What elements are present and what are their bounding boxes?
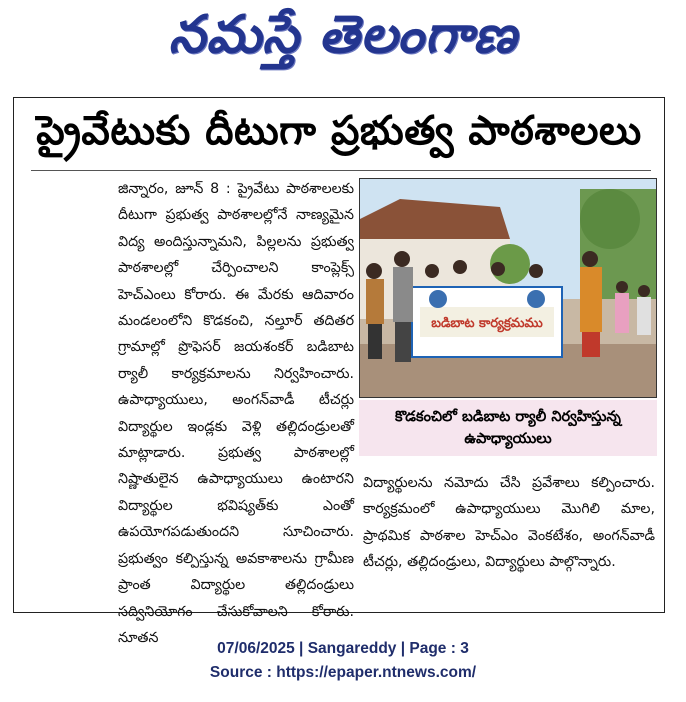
article-body-right-column — [363, 470, 655, 610]
page-footer — [0, 637, 686, 685]
headline-block — [13, 104, 665, 168]
article-body-right: విద్యార్థులను నమోదు చేసి ప్రవేశాలు కల్పించారు. కార్యక్రమంలో ఉపాధ్యాయులు మొగిలి మాల, ప్రాథమిక పాఠశాల హెచ్ఎం వెంకటేశం, అంగన్‌వాడీ టీచర్లు, తల్లిదండ్రులు, విద్యార్థులు పాల్గొన్నారు. — [363, 475, 655, 571]
article-body-left: జిన్నారం, జూన్ 8 : ప్రైవేటు పాఠశాలలకు దీటుగా ప్రభుత్వ పాఠశాలల్లోనే నాణ్యమైన విద్య అందిస్తున్నామని, పిల్లలను ప్రభుత్వ పాఠశాలల్లో చేర్పించాలని కాంప్లెక్స్ హెచ్ఎంలు కోరారు. ఈ మేరకు ఆదివారం మండలంలోని కొడకంచి, నల్తూర్ తదితర గ్రామాల్లో ప్రొఫెసర్ జయశంకర్ బడిబాట ర్యాలీ కార్యక్రమాలను నిర్వహించారు. ఉపాధ్యాయులు, అంగన్‌వాడీ టీచర్లు విద్యార్థుల ఇండ్లకు వెళ్లి తల్లిదండ్రులతో మాట్లాడారు. ప్రభుత్వ పాఠశాలల్లో నిష్ణాతులైన ఉపాధ్యాయులు ఉంటారని విద్యార్థుల భవిష్యత్‌కు ఎంతో ఉపయోగపడుతుందని సూచించారు. ప్రభుత్వం కల్పిస్తున్న అవకాశాలను గ్రామీణ ప్రాంత విద్యార్థుల తల్లిదండ్రులు సద్వినియోగం చేసుకోవాలని కోరారు. నూతన — [118, 181, 354, 646]
article-body-left-column — [118, 176, 354, 646]
article-headline: ప్రైవేటుకు దీటుగా ప్రభుత్వ పాఠశాలలు — [36, 108, 642, 154]
article-photo — [359, 178, 657, 398]
headline-divider — [31, 170, 651, 171]
photo-caption: కొడకంచిలో బడిబాట ర్యాలీ నిర్వహిస్తున్న ఉపాధ్యాయులు — [395, 409, 621, 447]
photo-caption-box — [359, 400, 657, 456]
rally-photo-illustration — [360, 179, 657, 398]
edition-info: 07/06/2025 | Sangareddy | Page : 3 — [217, 640, 469, 657]
newspaper-title: నమస్తే తెలంగాణ — [168, 4, 518, 65]
banner-text: బడిబాట కార్యక్రమము — [431, 316, 543, 331]
source-link: Source : https://epaper.ntnews.com/ — [209, 664, 477, 681]
masthead — [0, 6, 686, 76]
